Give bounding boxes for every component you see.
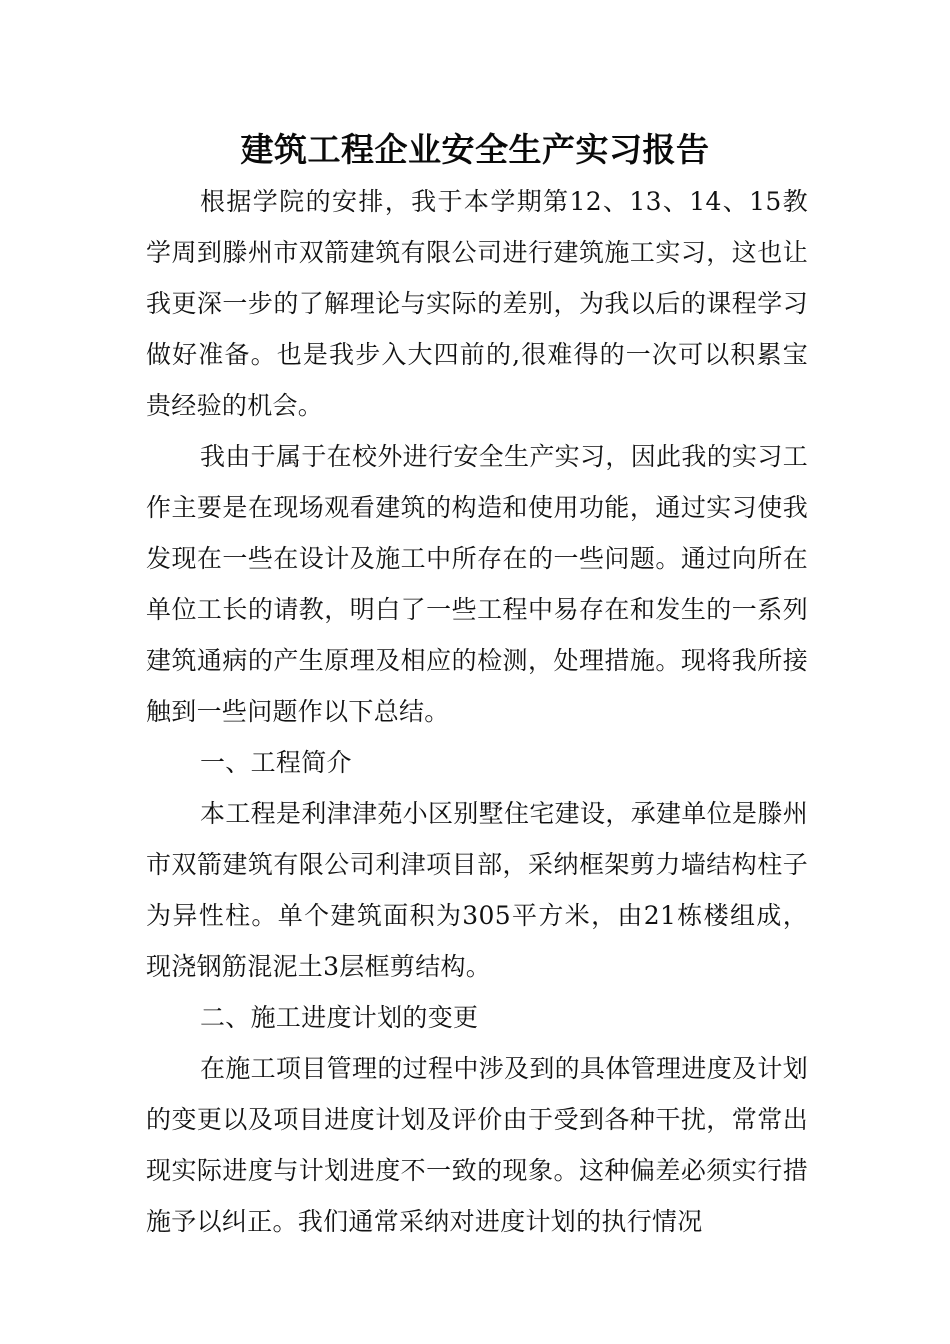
paragraph-internship-work: 我由于属于在校外进行安全生产实习，因此我的实习工作主要是在现场观看建筑的构造和使用功能，通过实习使我发现在一些在设计及施工中所存在的一些问题。通过向所在单位工长的请教，明白了一些工程中易存在和发生的一系列建筑通病的产生原理及相应的检测，处理措施。现将我所接触到一些问题作以下总结。	[146, 442, 808, 726]
document-body	[146, 176, 808, 1247]
paragraph-project-overview: 本工程是利津津苑小区别墅住宅建设，承建单位是滕州市双箭建筑有限公司利津项目部，采纳框架剪力墙结构柱子为异性柱。单个建筑面积为305平方米，由21栋楼组成，现浇钢筋混泥土3层框剪结构。	[146, 799, 808, 981]
document-title: 建筑工程企业安全生产实习报告	[240, 130, 710, 169]
section-heading-schedule-change: 二、施工进度计划的变更	[200, 1003, 479, 1032]
paragraph-schedule-change: 在施工项目管理的过程中涉及到的具体管理进度及计划的变更以及项目进度计划及评价由于受到各种干扰，常常出现实际进度与计划进度不一致的现象。这种偏差必须实行措施予以纠正。我们通常采纳对进度计划的执行情况	[146, 1054, 808, 1236]
section-heading-project-overview: 一、工程简介	[200, 748, 352, 777]
paragraph-intro: 根据学院的安排，我于本学期第12、13、14、15教学周到滕州市双箭建筑有限公司进行建筑施工实习，这也让我更深一步的了解理论与实际的差别，为我以后的课程学习做好准备。也是我步入大四前的,很难得的一次可以积累宝贵经验的机会。	[146, 187, 808, 420]
